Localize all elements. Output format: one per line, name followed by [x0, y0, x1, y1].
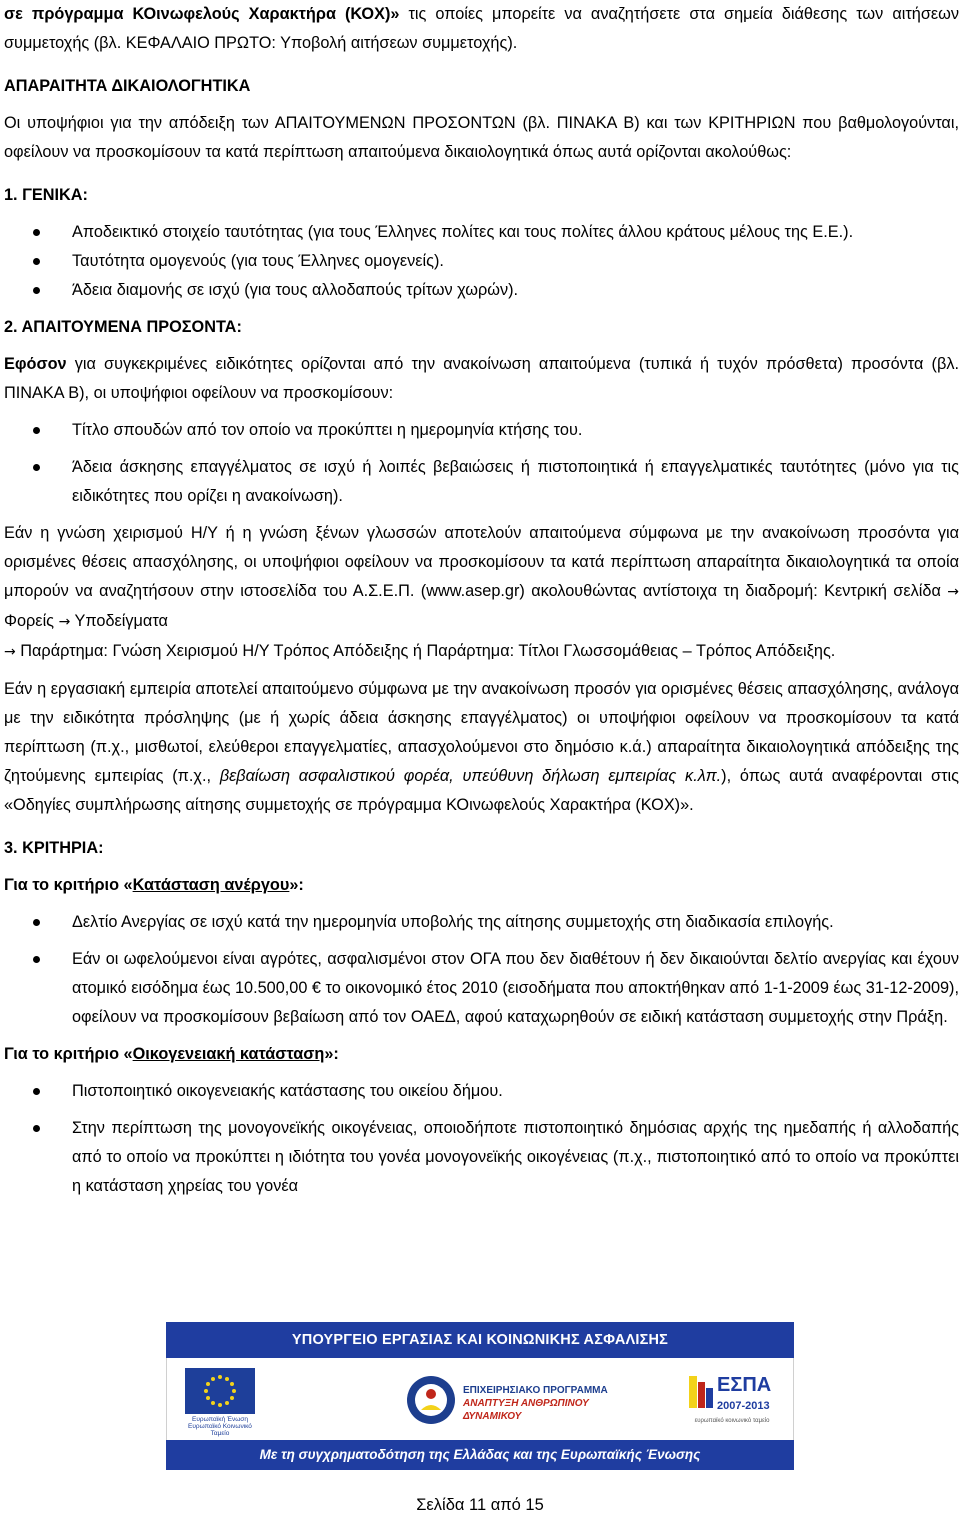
criterion-family-list: [4, 1077, 959, 1201]
section2-lead: Εφόσον για συγκεκριμένες ειδικότητες ορίζονται από την ανακοίνωση απαιτούμενα (τυπικά ή τυχόν πρόσθετα) προσόντα (βλ. ΠΙΝΑΚΑ Β), οι υποψήφιοι οφείλουν να προσκομίσουν:: [4, 355, 959, 402]
list-item: Εάν οι ωφελούμενοι είναι αγρότες, ασφαλισμένοι στον ΟΓΑ που δεν διαθέτουν ή δεν δικαιούνται δελτίο ανεργίας και έχουν ατομικό εισόδημα έως 10.500,00 € το οικονομικό έτος 2010 (εισοδήματα που αποκτήθηκαν από 1-1-2009 έως 31-12-2009), οφείλουν να προσκομίσουν βεβαίωση από τον ΟΑΕΔ, αφού καταχωρηθούν σε ειδική κατάσταση συμμετοχής στην Πράξη.: [4, 945, 959, 1032]
intro-bold: σε πρόγραμμα ΚΟινωφελούς Χαρακτήρα (ΚΟΧ)»: [4, 5, 400, 23]
list-item: Άδεια άσκησης επαγγέλματος σε ισχύ ή λοιπές βεβαιώσεις ή πιστοποιητικά ή επαγγελματικές ταυτότητες (μόνο για τις ειδικότητες που ορίζει η ανακοίνωση).: [4, 453, 959, 511]
bullet-icon: [33, 919, 40, 926]
eu-flag-icon: [185, 1368, 255, 1414]
list-item: Άδεια διαμονής σε ισχύ (για τους αλλοδαπούς τρίτων χωρών).: [4, 276, 959, 305]
criterion-unemployed-list: [4, 908, 959, 1032]
computer-language-paragraph: Εάν η γνώση χειρισμού Η/Υ ή η γνώση ξένων γλωσσών αποτελούν απαιτούμενα σύμφωνα με την ανακοίνωση προσόντα για ορισμένες θέσεις απασχόλησης, οι υποψήφιοι οφείλουν να προσκομίσουν τα κατά περίπτωση απαραίτητα δικαιολογητικά τα οποία μπορούν να αναζητήσουν στην ιστοσελίδα του Α.Σ.Ε.Π. (www.asep.gr) ακολουθώντας αντίστοιχα τη διαδρομή: Κεντρική σελίδα → Φορείς → Υποδείγματα → Παράρτημα: Γνώση Χειρισμού Η/Υ Τρόπος Απόδειξης ή Παράρτημα: Τίτλοι Γλωσσομάθειας – Τρόπος Απόδειξης.: [4, 524, 959, 660]
bullet-icon: [33, 1088, 40, 1095]
list-item: Τίτλο σπουδών από τον οποίο να προκύπτει η ημερομηνία κτήσης του.: [4, 416, 959, 445]
list-item: Πιστοποιητικό οικογενειακής κατάστασης του οικείου δήμου.: [4, 1077, 959, 1106]
program-name: ΕΠΙΧΕΙΡΗΣΙΑΚΟ ΠΡΟΓΡΑΜΜΑ ΑΝΑΠΤΥΞΗ ΑΝΘΡΩΠΙΝΟΥ ΔΥΝΑΜΙΚΟΥ: [463, 1385, 608, 1422]
arrow-right-icon: →: [4, 644, 16, 660]
list-item: Ταυτότητα ομογενούς (για τους Έλληνες ομογενείς).: [4, 247, 959, 276]
cofunding-statement: Με τη συγχρηματοδότηση της Ελλάδας και της Ευρωπαϊκής Ένωσης: [166, 1440, 794, 1470]
program-emblem-icon: [405, 1374, 457, 1426]
list-item: Δελτίο Ανεργίας σε ισχύ κατά την ημερομηνία υποβολής της αίτησης συμμετοχής στη διαδικασία επιλογής.: [4, 908, 959, 937]
eu-logo: [185, 1368, 255, 1437]
section3-heading: 3. ΚΡΙΤΗΡΙΑ:: [4, 839, 104, 857]
bullet-icon: [33, 956, 40, 963]
bullet-icon: [33, 464, 40, 471]
espa-years: 2007-2013: [717, 1400, 770, 1412]
section2-list: [4, 416, 959, 511]
espa-title: ΕΣΠΑ: [717, 1374, 772, 1396]
required-docs-heading: ΑΠΑΡΑΙΤΗΤΑ ΔΙΚΑΙΟΛΟΓΗΤΙΚΑ: [4, 77, 251, 95]
bullet-icon: [33, 229, 40, 236]
criterion-family-heading: Για το κριτήριο «Οικογενειακή κατάσταση»:: [4, 1045, 339, 1063]
bullet-icon: [33, 287, 40, 294]
experience-paragraph: Εάν η εργασιακή εμπειρία αποτελεί απαιτούμενο σύμφωνα με την ανακοίνωση προσόν για ορισμένες θέσεις απασχόλησης, ανάλογα με την ειδικότητα πρόσληψης (με ή χωρίς άδεια άσκησης επαγγέλματος) οι υποψήφιοι οφείλουν να προσκομίσουν τα κατά περίπτωση (π.χ., μισθωτοί, ελεύθεροι επαγγελματίες, απασχολούμενοι στο δημόσιο κ.ά.) απαραίτητα δικαιολογητικά απόδειξης της ζητούμενης εμπειρίας (π.χ., βεβαίωση ασφαλιστικού φορέα, υπεύθυνη δήλωση εμπειρίας κ.λπ.), όπως αυτά αναφέρονται στις «Οδηγίες συμπλήρωσης αίτησης συμμετοχής σε πρόγραμμα ΚΟινωφελούς Χαρακτήρα (ΚΟΧ)».: [4, 680, 959, 814]
logos-strip: [166, 1358, 794, 1440]
sponsor-banner: [166, 1322, 794, 1470]
eu-stars-icon: [185, 1368, 255, 1414]
list-item: Αποδεικτικό στοιχείο ταυτότητας (για τους Έλληνες πολίτες και τους πολίτες άλλου κράτους μέλους της Ε.Ε.).: [4, 218, 959, 247]
bullet-icon: [33, 1125, 40, 1132]
section1-list: [4, 218, 959, 305]
intro-text: τις οποίες μπορείτε να αναζητήσετε στα σημεία διάθεσης των αιτήσεων συμμετοχής (βλ. ΚΕΦΑΛΑΙΟ ΠΡΩΤΟ: Υποβολή αιτήσεων συμμετοχής).: [4, 5, 959, 52]
bullet-icon: [33, 258, 40, 265]
list-item: Στην περίπτωση της μονογονεϊκής οικογένειας, οποιοδήποτε πιστοποιητικό δημόσιας αρχής της ημεδαπής ή αλλοδαπής από το οποίο να προκύπτει η ιδιότητα του γονέα μονογονεϊκής οικογένειας (π.χ., πιστοποιητικό από το οποίο να προκύπτει η κατάσταση χηρείας του γονέα: [4, 1114, 959, 1201]
section1-heading: 1. ΓΕΝΙΚΑ:: [4, 186, 88, 204]
espa-caption: ευρωπαϊκό κοινωνικό ταμείο: [694, 1418, 770, 1424]
arrow-right-icon: →: [58, 614, 71, 630]
ministry-title: ΥΠΟΥΡΓΕΙΟ ΕΡΓΑΣΙΑΣ ΚΑΙ ΚΟΙΝΩΝΙΚΗΣ ΑΣΦΑΛΙΣΗΣ: [166, 1322, 794, 1358]
required-docs-text: Οι υποψήφιοι για την απόδειξη των ΑΠΑΙΤΟΥΜΕΝΩΝ ΠΡΟΣΟΝΤΩΝ (βλ. ΠΙΝΑΚΑ Β) και των ΚΡΙΤΗΡΙΩΝ που βαθμολογούνται, οφείλουν να προσκομίσουν τα κατά περίπτωση απαιτούμενα δικαιολογητικά όπως αυτά ορίζονται ακολούθως:: [4, 114, 959, 161]
program-logo: [405, 1370, 615, 1430]
arrow-right-icon: →: [947, 584, 959, 600]
eu-caption: Ευρωπαϊκή Ένωση Ευρωπαϊκό Κοινωνικό Ταμείο: [188, 1416, 252, 1437]
espa-logo: [687, 1368, 777, 1432]
page-number: Σελίδα 11 από 15: [416, 1496, 544, 1514]
bullet-icon: [33, 427, 40, 434]
espa-emblem-icon: [687, 1372, 715, 1412]
section2-heading: 2. ΑΠΑΙΤΟΥΜΕΝΑ ΠΡΟΣΟΝΤΑ:: [4, 318, 242, 336]
intro-paragraph: [4, 0, 959, 58]
criterion-unemployed-heading: Για το κριτήριο «Κατάσταση ανέργου»:: [4, 876, 304, 894]
document-body: [4, 0, 959, 1201]
